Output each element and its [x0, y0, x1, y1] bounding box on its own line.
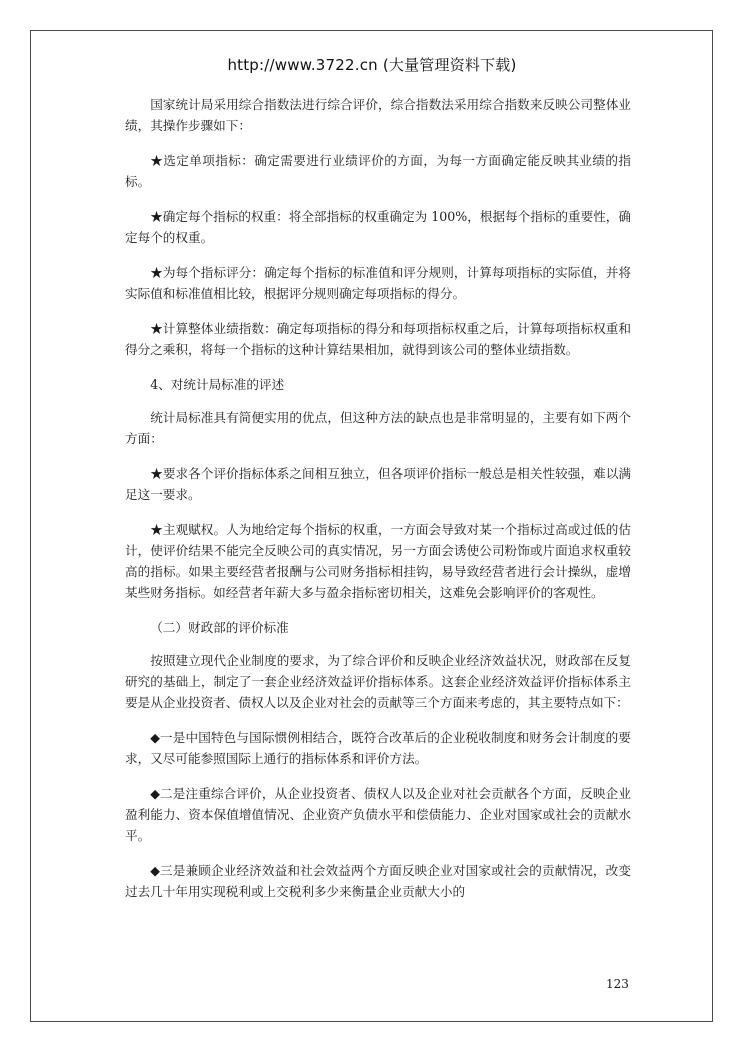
- paragraph-feature-three: ◆三是兼顾企业经济效益和社会效益两个方面反映企业对国家或社会的贡献情况，改变过去几十年用实现税利或上交税利多少来衡量企业贡献大小的: [125, 863, 631, 899]
- paragraph-step-weights: ★确定每个指标的权重：将全部指标的权重确定为 100%，根据每个指标的重要性，确定每个的权重。: [125, 209, 631, 245]
- section-heading-review: 4、对统计局标准的评述: [150, 377, 285, 392]
- paragraph-finance-intro: 按照建立现代企业制度的要求，为了综合评价和反映企业经济效益状况，财政部在反复研究的基础上，制定了一套企业经济效益评价指标体系。这套企业经济效益评价指标体系主要是从企业投资者、债权人以及企业对社会的贡献等三个方面来考虑的，其主要特点如下：: [125, 653, 631, 710]
- paragraph-step-overall-index: ★计算整体业绩指数：确定每项指标的得分和每项指标权重之后，计算每项指标权重和得分之乘积，将每一个指标的这种计算结果相加，就得到该公司的整体业绩指数。: [125, 321, 631, 357]
- paragraph-step-select-indicators: ★选定单项指标：确定需要进行业绩评价的方面，为每一方面确定能反映其业绩的指标。: [125, 153, 631, 189]
- paragraph-review-subjective-weights: ★主观赋权。人为地给定每个指标的权重，一方面会导致对某一个指标过高或过低的估计，使评价结果不能完全反映公司的真实情况，另一方面会诱使公司粉饰或片面追求权重较高的指标。如果主要经营者报酬与公司财务指标相挂钩，易导致经营者进行会计操纵，虚增某些财务指标。如经营者年薪大多与盈余指标密切相关，这难免会影响评价的客观性。: [125, 522, 631, 600]
- paragraph-intro: 国家统计局采用综合指数法进行综合评价，综合指数法采用综合指数来反映公司整体业绩，其操作步骤如下：: [125, 97, 631, 133]
- document-body: [125, 94, 631, 916]
- paragraph-review-intro: 统计局标准具有简便实用的优点，但这种方法的缺点也是非常明显的，主要有如下两个方面：: [125, 410, 631, 446]
- section-heading-finance-ministry: （二）财政部的评价标准: [150, 620, 289, 635]
- paragraph-feature-two: ◆二是注重综合评价，从企业投资者、债权人以及企业对社会贡献各个方面，反映企业盈利能力、资本保值增值情况、企业资产负债水平和偿债能力、企业对国家或社会的贡献水平。: [125, 786, 631, 843]
- paragraph-step-scoring: ★为每个指标评分：确定每个指标的标准值和评分规则，计算每项指标的实际值，并将实际值和标准值相比较，根据评分规则确定每项指标的得分。: [125, 265, 631, 301]
- paragraph-review-independence: ★要求各个评价指标体系之间相互独立，但各项评价指标一般总是相关性较强，难以满足这一要求。: [125, 466, 631, 502]
- paragraph-feature-one: ◆一是中国特色与国际惯例相结合，既符合改革后的企业税收制度和财务会计制度的要求，又尽可能参照国际上通行的指标体系和评价方法。: [125, 730, 631, 766]
- header-url: http://www.3722.cn (大量管理资料下载): [227, 56, 517, 74]
- page-number: 123: [606, 977, 629, 991]
